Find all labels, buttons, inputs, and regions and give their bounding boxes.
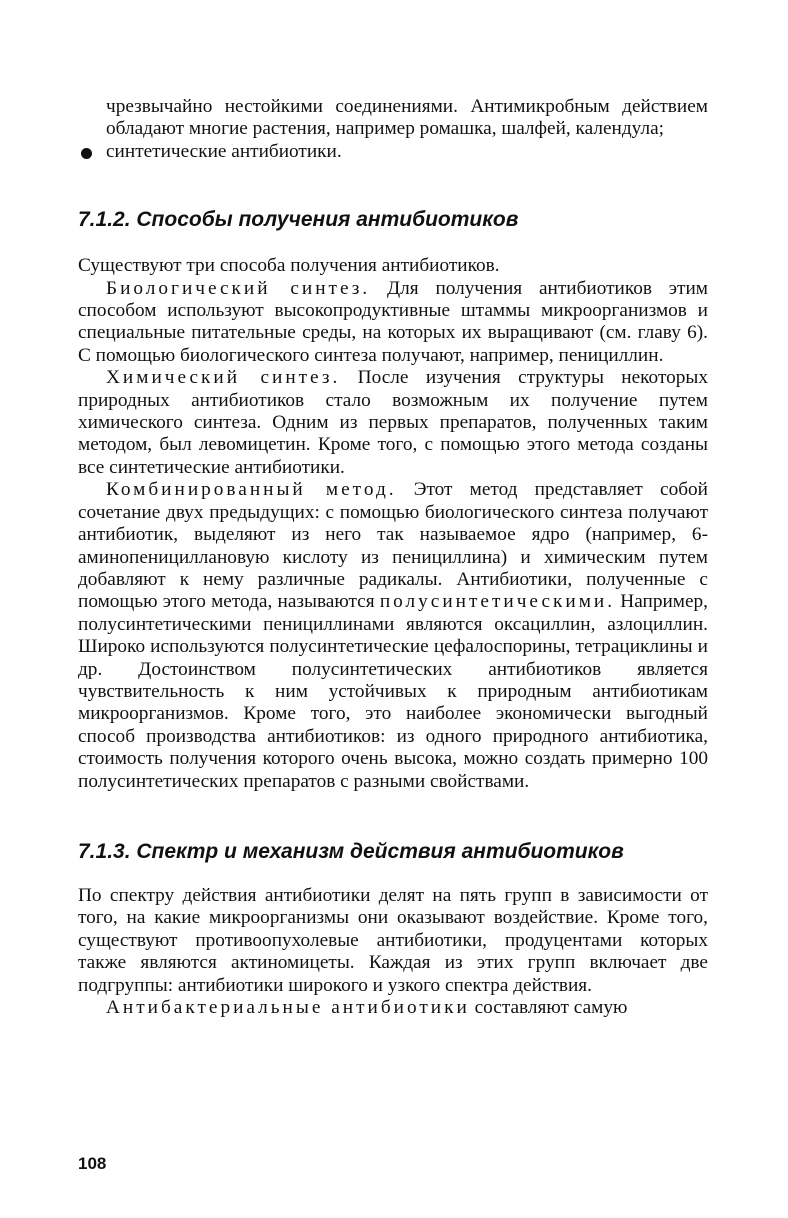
continuation-paragraph: чрезвычайно нестойкими соединениями. Антимикробным действием обладают многие растения, например ромашка, шалфей, календула;: [106, 96, 708, 140]
chemical-synthesis-text: После изучения структуры некоторых природных антибиотиков стало возможным их получение путем химического синтеза. Одним из первых препаратов, полученных таким методом, был левомицетин. Кроме того, с помощью этого метода созданы все синтетические антибиотики.: [78, 367, 708, 478]
combined-method-term: Комбинированный метод.: [106, 479, 397, 501]
section-heading-7-1-2: 7.1.2. Способы получения антибиотиков: [78, 208, 519, 232]
semisynthetic-term: полусинтетическими.: [379, 591, 616, 613]
antibacterial-term: Антибактериальные антибиотики: [106, 997, 470, 1018]
biological-synthesis-term: Биологический синтез.: [106, 277, 371, 299]
antibacterial-paragraph: [78, 997, 708, 1019]
chemical-synthesis-paragraph: [78, 367, 708, 479]
combined-method-text-1: Этот метод представляет собой сочетание двух предыдущих: с помощью биологического синтеза получают антибиотик, выделяют из него так называемое ядро (например, 6-аминопенициллановую кислоту из пенициллина) и химическим путем добавляют к нему различные радикалы. Антибиотики, полученные с помощью этого метода, называются: [78, 479, 708, 613]
spectrum-paragraph: По спектру действия антибиотики делят на пять групп в зависимости от того, на какие микроорганизмы они оказывают воздействие. Кроме того, существуют противоопухолевые антибиотики, продуцентами которых также являются актиномицеты. Каждая из этих групп включает две подгруппы: антибиотики широкого и узкого спектра действия.: [78, 884, 708, 996]
page-content: [78, 96, 708, 1019]
combined-method-text-2: Например, полусинтетическими пенициллинами являются оксациллин, азлоциллин. Широко используются полусинтетические цефалоспорины, тетрациклины и др. Достоинством полусинтетических антибиотиков является чувствительность к ним устойчивых к природным антибиотикам микроорганизмов. Кроме того, это наиболее экономически выгодный способ производства антибиотиков: из одного природного антибиотика, стоимость получения которого очень высока, можно создать примерно 100 полусинтетических препаратов с разными свойствами.: [78, 591, 708, 792]
intro-paragraph: Существуют три способа получения антибиотиков.: [78, 255, 500, 277]
section-heading-7-1-3: 7.1.3. Спектр и механизм действия антибиотиков: [78, 839, 624, 863]
bullet-item: [78, 141, 708, 163]
combined-method-paragraph: [78, 479, 708, 793]
page-number: 108: [78, 1154, 107, 1173]
chemical-synthesis-term: Химический синтез.: [106, 367, 341, 389]
antibacterial-text: составляют самую: [469, 997, 628, 1018]
biological-synthesis-paragraph: [78, 278, 708, 368]
biological-synthesis-text: Для получения антибиотиков этим способом используют высокопродуктивные штаммы микроорганизмов и специальные питательные среды, на которых их выращивают (см. главу 6). С помощью биологического синтеза получают, например, пенициллин.: [78, 277, 708, 366]
bullet-dot-icon: [81, 148, 92, 159]
bullet-text: синтетические антибиотики.: [106, 140, 342, 162]
